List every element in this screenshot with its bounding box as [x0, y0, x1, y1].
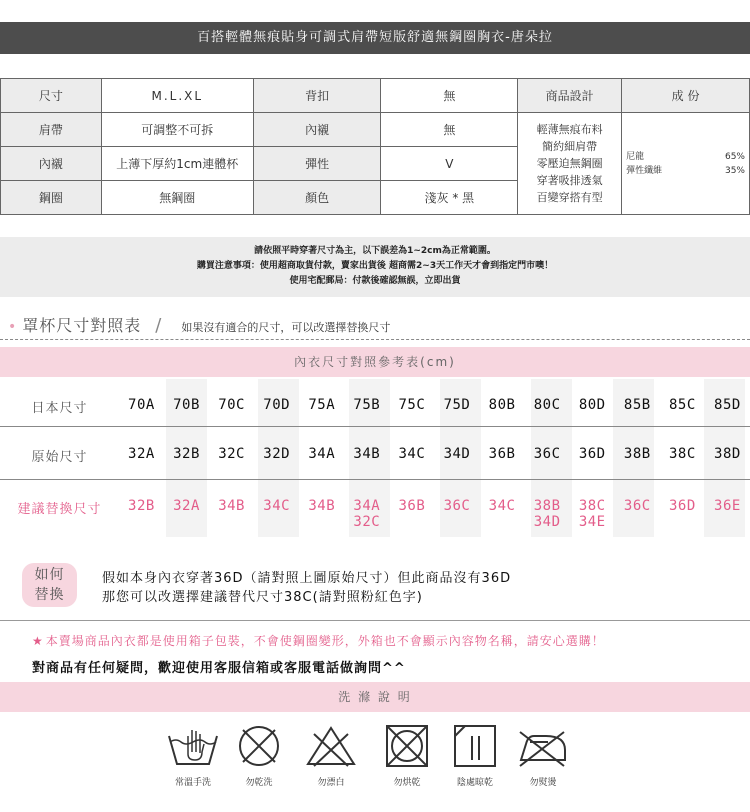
- size-cell: 75D: [443, 397, 471, 413]
- pad-value: 上薄下厚約1cm連體杯: [101, 147, 253, 181]
- design-line: 輕薄無痕布料: [536, 123, 603, 136]
- care-item: [226, 722, 292, 788]
- design-line: 百變穿搭有型: [536, 191, 603, 204]
- spec-row: [1, 79, 750, 113]
- row-label: 日本尺寸: [31, 401, 88, 416]
- clasp-label: 背扣: [253, 79, 381, 113]
- size-table: [0, 379, 750, 537]
- row-label: 建議替換尺寸: [17, 502, 102, 517]
- bullet-icon: •: [8, 319, 17, 335]
- wire-label: 鋼圈: [1, 181, 102, 215]
- product-title: 百搭輕體無痕貼身可調式肩帶短版舒適無鋼圈胸衣-唐朵拉: [197, 30, 553, 45]
- size-cell: 80B: [488, 397, 516, 413]
- care-item: [510, 722, 576, 788]
- size-value: 34A: [353, 498, 381, 514]
- inner-pad-value: 無: [381, 113, 518, 147]
- size-cell: [570, 498, 615, 530]
- care-label: 陰處晾乾: [456, 778, 493, 788]
- elastic-value: V: [381, 147, 518, 181]
- size-cell: 36B: [488, 446, 516, 462]
- color-label: 顏色: [253, 181, 381, 215]
- size-cell: 70C: [218, 397, 245, 413]
- size-cell: 34B: [218, 498, 245, 514]
- design-label: 商品設計: [518, 79, 622, 113]
- no-iron-icon: [516, 722, 570, 770]
- size-cell: 38C: [668, 446, 696, 462]
- size-label: 尺寸: [1, 79, 102, 113]
- size-cell: 32A: [128, 446, 155, 462]
- dotted-divider: [0, 339, 750, 340]
- size-cell: 85B: [623, 397, 651, 413]
- size-row-original: [0, 446, 750, 465]
- size-row-suggested: [0, 498, 750, 530]
- size-cell: 80C: [533, 397, 561, 413]
- how-line: 那您可以改選擇建議替代尺寸38C(請對照粉紅色字): [102, 590, 423, 605]
- strap-value: 可調整不可拆: [101, 113, 253, 147]
- clasp-value: 無: [381, 79, 518, 113]
- size-cell: 36D: [578, 446, 606, 462]
- notice-line: 購買注意事項：使用超商取貨付款，賣家出貨後 超商需2~3天工作天才會到指定門市噢！: [196, 261, 554, 271]
- spec-row: [1, 113, 750, 147]
- size-cell: 34C: [263, 498, 291, 514]
- composition-pct: 65%: [724, 151, 745, 162]
- size-cell: [344, 498, 389, 530]
- no-bleach-icon: [304, 722, 358, 770]
- size-table-header: [0, 347, 750, 377]
- size-row-japan: [0, 397, 750, 416]
- care-item: [160, 722, 226, 788]
- size-cell: 80D: [578, 397, 606, 413]
- packaging-note-text: 本賣場商品內衣都是使用箱子包裝，不會使鋼圈變形，外箱也不會顯示內容物名稱，請安心選購！: [45, 634, 605, 648]
- size-cell: 34B: [308, 498, 336, 514]
- wire-value: 無鋼圈: [101, 181, 253, 215]
- care-title: 洗 滌 說 明: [338, 690, 412, 704]
- size-alt-value: 34E: [578, 514, 606, 530]
- elastic-label: 彈性: [253, 147, 381, 181]
- composition-cell: [622, 113, 750, 215]
- badge-line: 替換: [34, 587, 65, 603]
- no-dry-clean-icon: [232, 722, 286, 770]
- size-cell: 32D: [263, 446, 291, 462]
- spec-table: [0, 78, 750, 215]
- size-alt-value: 34D: [533, 514, 561, 530]
- cup-size-section-header: [8, 313, 750, 336]
- section-divider-line: [0, 620, 750, 621]
- size-cell: 34C: [398, 446, 426, 462]
- contact-note: 對商品有任何疑問，歡迎使用客服信箱或客服電話做詢問^^: [32, 661, 406, 676]
- size-cell: 75B: [353, 397, 381, 413]
- size-cell: 70B: [173, 397, 200, 413]
- strap-label: 肩帶: [1, 113, 102, 147]
- composition-item: [626, 150, 745, 164]
- packaging-note: [32, 632, 605, 649]
- size-cell: 36C: [533, 446, 561, 462]
- size-cell: 75A: [308, 397, 336, 413]
- size-cell: 38B: [623, 446, 651, 462]
- color-value: 淺灰 * 黑: [381, 181, 518, 215]
- size-cell: 36C: [623, 498, 651, 514]
- size-cell: 36C: [443, 498, 471, 514]
- size-cell: 36B: [398, 498, 426, 514]
- care-label: 勿乾洗: [245, 778, 273, 788]
- size-table-title: 內衣尺寸對照參考表(cm): [294, 355, 456, 369]
- size-value: 38C: [578, 498, 606, 514]
- row-divider: [0, 426, 750, 427]
- shade-dry-icon: [448, 722, 502, 770]
- pad-label: 內襯: [1, 147, 102, 181]
- size-cell: 32B: [128, 498, 155, 514]
- notice-line: 使用宅配郵局：付款後確認無誤，立即出貨: [289, 276, 461, 286]
- size-cell: 34A: [308, 446, 336, 462]
- size-cell: 34B: [353, 446, 381, 462]
- badge-line: 如何: [34, 567, 65, 583]
- size-cell: 32B: [173, 446, 200, 462]
- size-cell: 38D: [714, 446, 741, 462]
- how-to-replace-badge: [22, 563, 77, 607]
- how-line: 假如本身內衣穿著36D（請對照上圖原始尺寸）但此商品沒有36D: [102, 571, 512, 586]
- size-cell: 34D: [443, 446, 471, 462]
- care-item: [442, 722, 508, 788]
- size-cell: 34C: [488, 498, 516, 514]
- care-label: 常溫手洗: [174, 778, 211, 788]
- composition-name: 彈性纖維: [626, 165, 663, 176]
- care-label: 勿熨燙: [529, 778, 557, 788]
- size-cell: 75C: [398, 397, 426, 413]
- design-line: 簡約細肩帶: [542, 140, 598, 153]
- care-label: 勿烘乾: [393, 778, 421, 788]
- section-note: 如果沒有適合的尺寸，可以改選擇替換尺寸: [181, 321, 391, 334]
- size-cell: 70A: [128, 397, 155, 413]
- section-divider: /: [155, 315, 162, 336]
- notice-line: 請依照平時穿著尺寸為主，以下誤差為1~2cm為正常範圍。: [254, 246, 496, 256]
- size-cell: 70D: [263, 397, 291, 413]
- size-alt-value: 32C: [353, 514, 381, 530]
- size-cell: 36D: [668, 498, 696, 514]
- star-icon: ★: [32, 634, 44, 648]
- size-cell: [525, 498, 570, 530]
- inner-pad-label: 內襯: [253, 113, 381, 147]
- composition-name: 尼龍: [626, 151, 645, 162]
- design-line: 零壓迫無鋼圈: [536, 157, 603, 170]
- care-item: [374, 722, 440, 788]
- size-cell: 36E: [714, 498, 741, 514]
- size-value: M.L.XL: [101, 79, 253, 113]
- no-tumble-dry-icon: [380, 722, 434, 770]
- row-divider: [0, 479, 750, 480]
- section-title: 罩杯尺寸對照表: [22, 316, 142, 335]
- care-label: 勿漂白: [317, 778, 345, 788]
- size-cell: 32C: [218, 446, 245, 462]
- how-to-replace-text: [102, 569, 511, 607]
- size-cell: 85C: [668, 397, 696, 413]
- size-value: 38B: [533, 498, 561, 514]
- design-line: 穿著吸排透氣: [536, 174, 603, 187]
- hand-wash-icon: [166, 722, 220, 770]
- size-cell: 32A: [173, 498, 200, 514]
- row-label: 原始尺寸: [31, 450, 88, 465]
- composition-item: [626, 164, 745, 178]
- product-title-bar: [0, 22, 750, 54]
- composition-label: 成 份: [622, 79, 750, 113]
- design-features: [518, 113, 622, 215]
- composition-pct: 35%: [724, 165, 745, 176]
- size-cell: 85D: [714, 397, 741, 413]
- purchase-notice: [0, 237, 750, 297]
- care-item: [298, 722, 364, 788]
- care-instructions: [160, 722, 720, 802]
- care-header: [0, 682, 750, 712]
